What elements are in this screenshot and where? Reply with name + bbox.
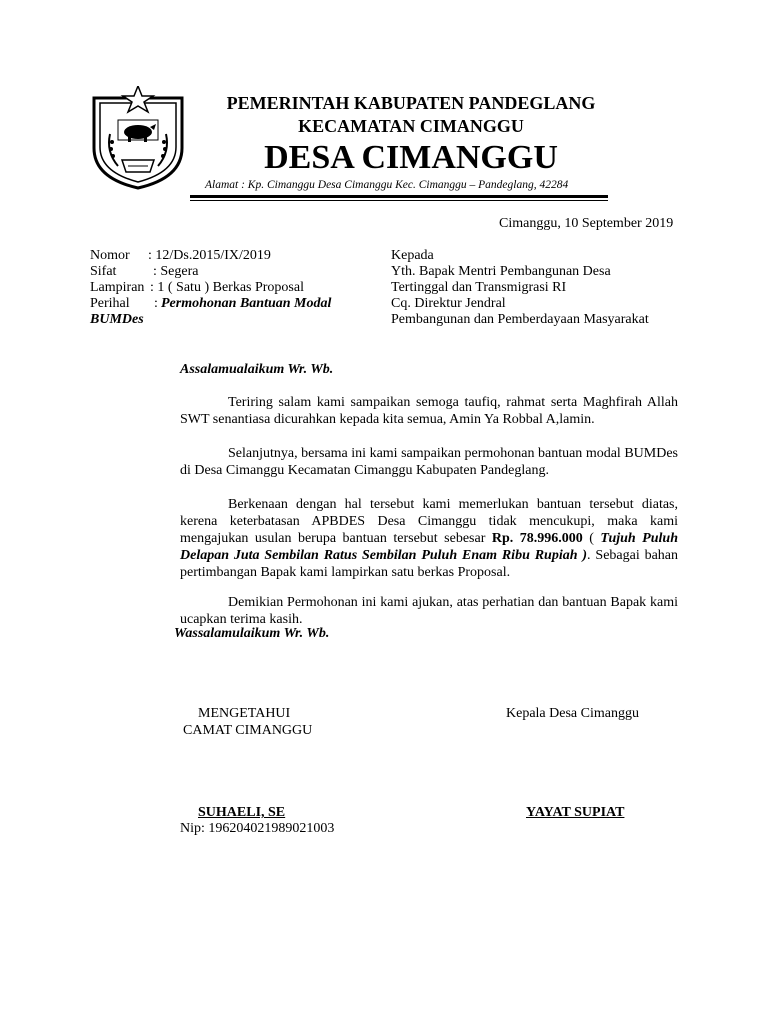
letterhead-line-1: PEMERINTAH KABUPATEN PANDEGLANG [226, 93, 596, 113]
letter-date: Cimanggu, 10 September 2019 [499, 216, 674, 231]
perihal-colon: : [154, 296, 158, 311]
sifat-value: : Segera [153, 264, 199, 279]
perihal-label: Perihal [90, 296, 130, 311]
perihal-continuation: BUMDes [90, 312, 144, 327]
lampiran-value: : 1 ( Satu ) Berkas Proposal [150, 280, 304, 295]
recipient-line-1: Kepada [391, 248, 434, 263]
right-signatory-title: Kepala Desa Cimanggu [506, 706, 639, 721]
lampiran-label: Lampiran [90, 280, 145, 295]
paragraph-3-text-b: ( [582, 531, 601, 546]
recipient-line-2: Yth. Bapak Mentri Pembangunan Desa [391, 264, 611, 279]
letterhead-rule-thick [190, 195, 608, 198]
left-signatory-title-1: MENGETAHUI [198, 706, 291, 721]
letterhead-village-name: DESA CIMANGGU [264, 139, 558, 176]
paragraph-4: Demikian Permohonan ini kami ajukan, atas perhatian dan bantuan Bapak kami ucapkan terima kasih. [180, 595, 678, 627]
paragraph-3-text-a: Berkenaan dengan hal tersebut kami memerlukan bantuan tersebut diatas, kerena keterbatasan APBDES Desa Cimanggu tidak mencukupi, maka kami mengajukan usulan berupa bantuan tersebut sebesar [180, 497, 678, 546]
recipient-line-3: Tertinggal dan Transmigrasi RI [391, 280, 567, 295]
perihal-value: Permohonan Bantuan Modal [161, 296, 332, 311]
left-signatory-title-2: CAMAT CIMANGGU [183, 723, 313, 738]
regency-emblem-icon [88, 86, 188, 190]
letterhead-line-2: KECAMATAN CIMANGGU [298, 116, 524, 136]
paragraph-3 [180, 496, 678, 581]
recipient-line-4: Cq. Direktur Jendral [391, 296, 506, 311]
requested-amount: Rp. 78.996.000 [491, 531, 583, 546]
nomor-value: : 12/Ds.2015/IX/2019 [148, 248, 271, 263]
left-signatory-name: SUHAELI, SE [198, 805, 286, 820]
right-signatory-name: YAYAT SUPIAT [526, 805, 625, 820]
recipient-line-5: Pembangunan dan Pemberdayaan Masyarakat [391, 312, 649, 327]
letterhead-rule-thin [190, 200, 608, 201]
paragraph-2: Selanjutnya, bersama ini kami sampaikan permohonan bantuan modal BUMDes di Desa Cimanggu Kecamatan Cimanggu Kabupaten Pandeglang. [180, 446, 678, 478]
left-signatory-nip: Nip: 196204021989021003 [180, 821, 335, 836]
closing-salutation: Wassalamulaikum Wr. Wb. [174, 626, 330, 641]
paragraph-3-text-c: . Sebagai bahan pertimbangan Bapak kami lampirkan satu berkas Proposal. [180, 548, 679, 580]
nomor-label: Nomor [90, 248, 130, 263]
amount-in-words: Tujuh Puluh Delapan Juta Sembilan Ratus Sembilan Puluh Enam Ribu Rupiah ) [180, 531, 678, 563]
letterhead-address: Alamat : Kp. Cimanggu Desa Cimanggu Kec. Cimanggu – Pandeglang, 42284 [205, 179, 569, 191]
paragraph-1: Teriring salam kami sampaikan semoga taufiq, rahmat serta Maghfirah Allah SWT senantiasa dicurahkan kepada kita semua, Amin Ya Robbal A,lamin. [180, 395, 678, 427]
sifat-label: Sifat [90, 264, 117, 279]
greeting: Assalamualaikum Wr. Wb. [180, 362, 334, 377]
